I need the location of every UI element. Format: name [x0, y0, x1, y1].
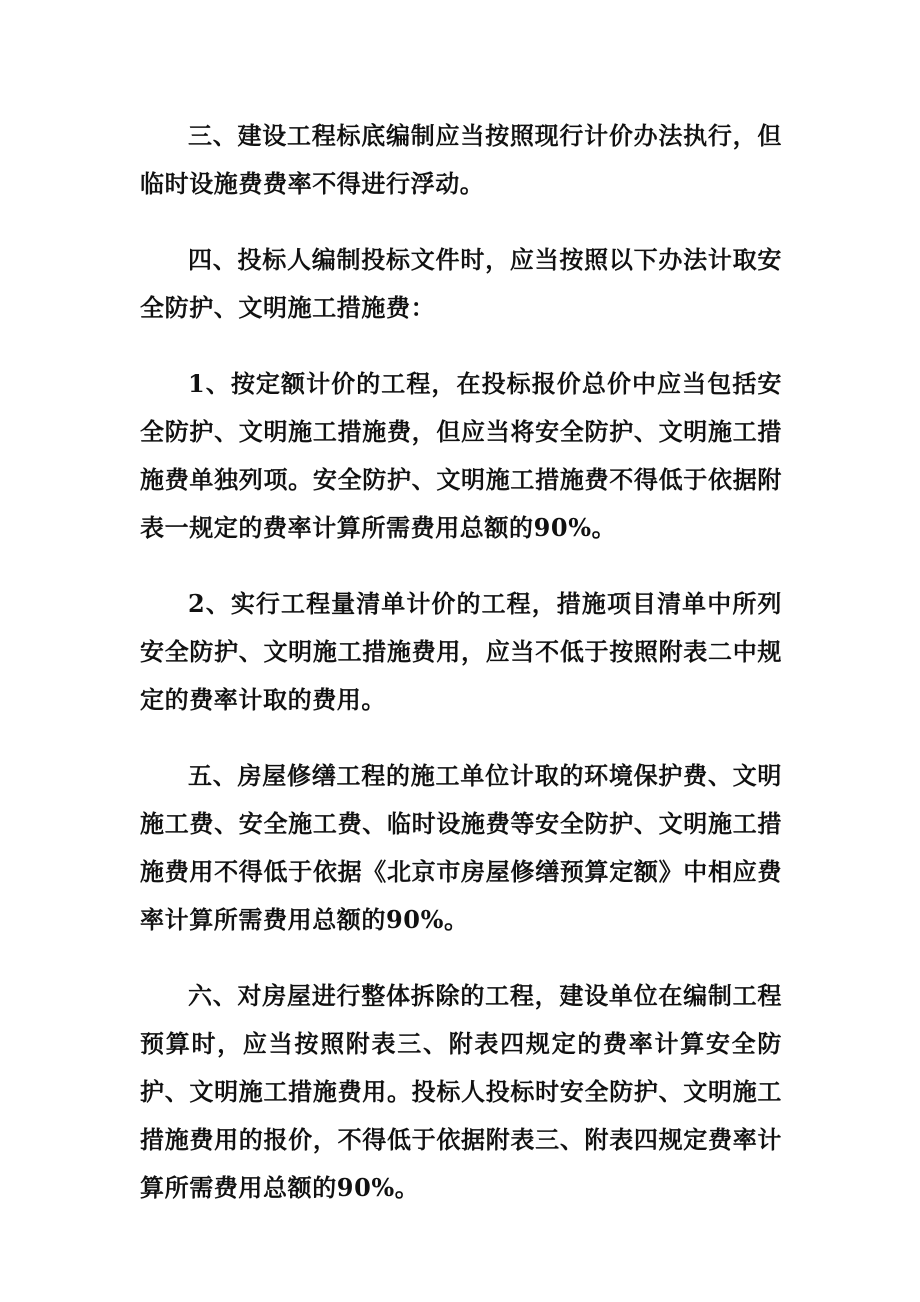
paragraph-section-3: 三、建设工程标底编制应当按照现行计价办法执行，但临时设施费费率不得进行浮动。	[140, 121, 782, 198]
paragraph-item-1: 1、按定额计价的工程，在投标报价总价中应当包括安全防护、文明施工措施费，但应当将安全防护、文明施工措施费单独列项。安全防护、文明施工措施费不得低于依据附表一规定的费率计算所需费用总额的90%。	[140, 369, 782, 542]
paragraph-item-2: 2、实行工程量清单计价的工程，措施项目清单中所列安全防护、文明施工措施费用，应当不低于按照附表二中规定的费率计取的费用。	[140, 589, 782, 714]
document-body	[140, 112, 782, 1240]
paragraph-section-6: 六、对房屋进行整体拆除的工程，建设单位在编制工程预算时，应当按照附表三、附表四规定的费率计算安全防护、文明施工措施费用。投标人投标时安全防护、文明施工措施费用的报价，不得低于依据附表三、附表四规定费率计算所需费用总额的90%。	[140, 981, 782, 1202]
paragraph-section-4: 四、投标人编制投标文件时，应当按照以下办法计取安全防护、文明施工措施费：	[140, 245, 782, 322]
paragraph-section-5: 五、房屋修缮工程的施工单位计取的环境保护费、文明施工费、安全施工费、临时设施费等安全防护、文明施工措施费用不得低于依据《北京市房屋修缮预算定额》中相应费率计算所需费用总额的90%。	[140, 761, 782, 934]
